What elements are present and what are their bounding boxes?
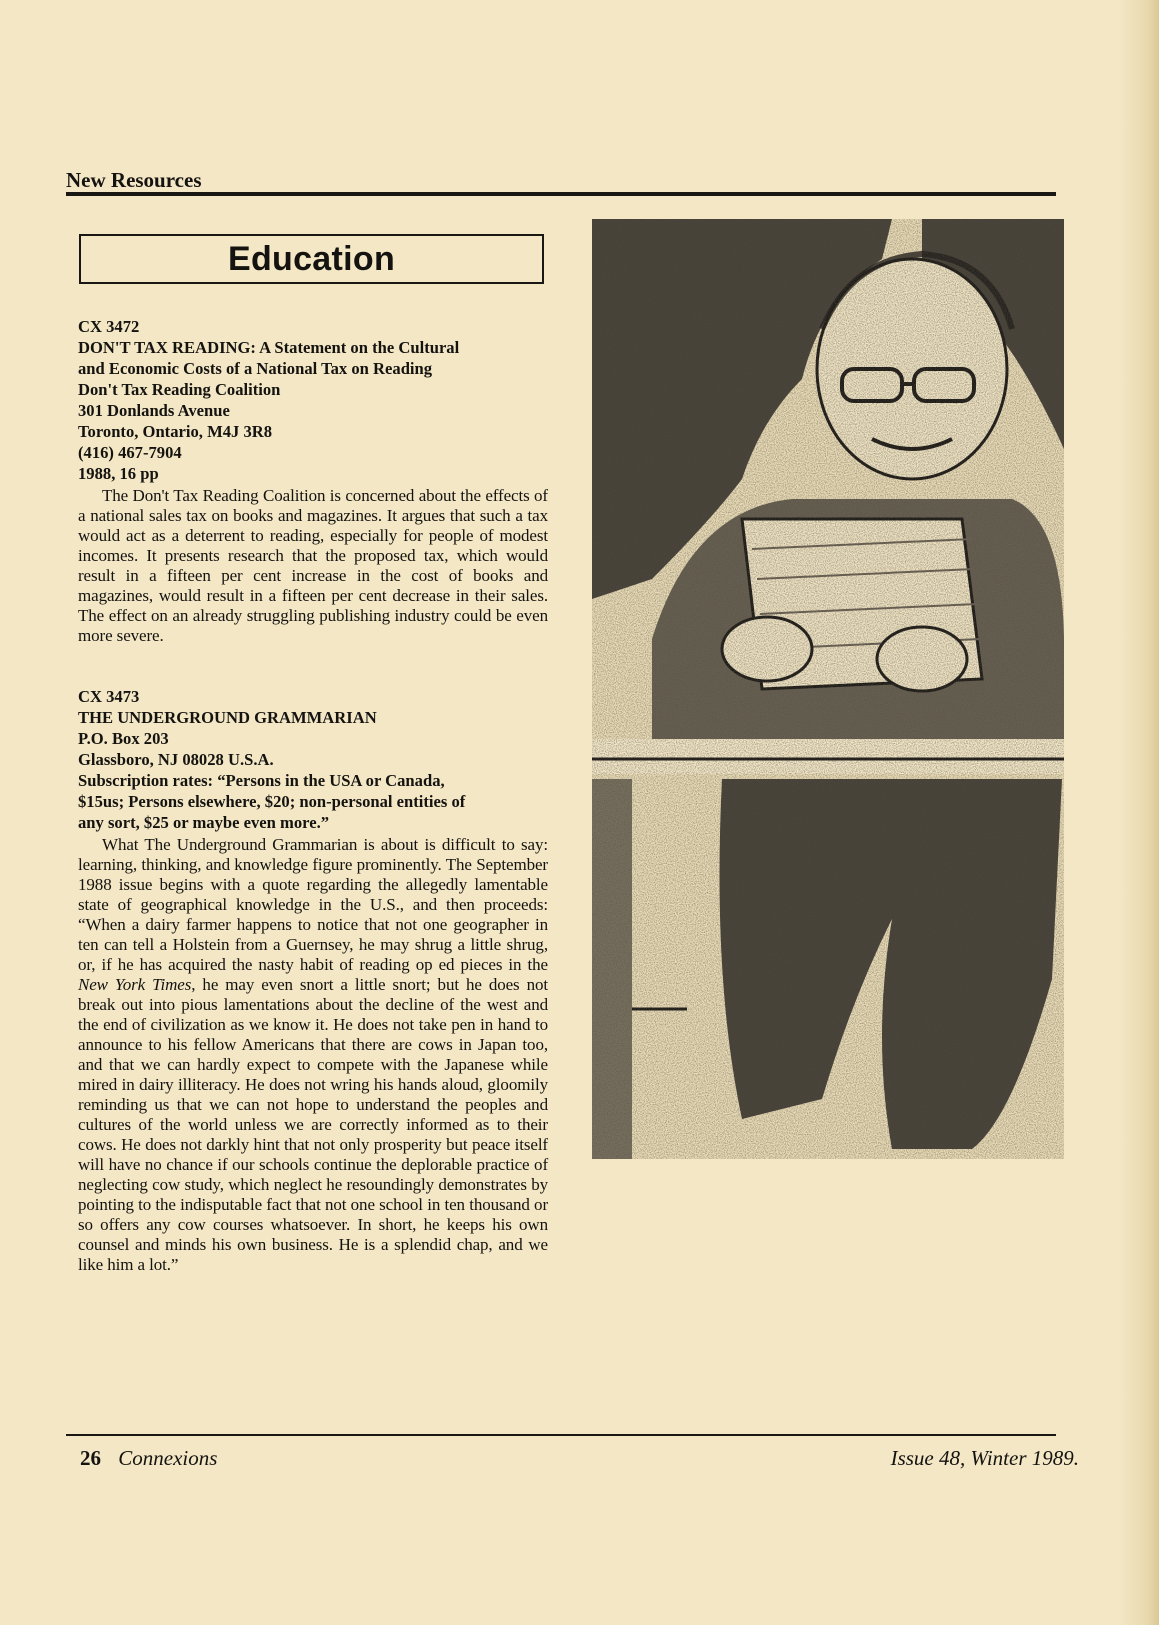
page-number: 26 (80, 1446, 101, 1470)
phone-number: (416) 467-7904 (78, 443, 182, 462)
top-rule (66, 192, 1056, 196)
address-line: P.O. Box 203 (78, 729, 169, 748)
page-edge (1119, 0, 1159, 1625)
resource-entry (78, 316, 548, 646)
subscription-rates: Subscription rates: “Persons in the USA or Canada, (78, 771, 445, 790)
entry-title-line: DON'T TAX READING: A Statement on the Cultural (78, 338, 460, 357)
resource-entry (78, 686, 548, 1275)
publication-name: Connexions (118, 1446, 218, 1470)
entry-header (78, 316, 548, 484)
entry-header (78, 686, 548, 833)
bottom-rule (66, 1434, 1056, 1436)
address-line: 301 Donlands Avenue (78, 401, 230, 420)
entry-title-line: THE UNDERGROUND GRAMMARIAN (78, 708, 377, 727)
description-text: , he may even snort a little snort; but he does not break out into pious lamentations about the decline of the west and the end of civilization as we know it. He does not take pen in hand to announce to his fellow Americans that there are cows in Japan too, and that we can hardly expect to compete with the Japanese while mired in dairy illiteracy. He does not wring his hands aloud, gloomily reminding us that we can not hope to understand the peoples and cultures of the world unless we are correctly informed as to their cows. He does not darkly hint that not only prosperity but peace itself will have no chance if our schools continue the deplorable practice of neglecting cow study, which neglect he resoundingly demonstrates by pointing to the indisputable fact that not one school in ten thousand or so offers any cow courses whatsoever. In short, he keeps his own counsel and minds his own business. He is a splendid chap, and we like him a lot.” (78, 975, 549, 1274)
section-label: New Resources (66, 168, 202, 192)
address-line: Toronto, Ontario, M4J 3R8 (78, 422, 273, 441)
publication-info: 1988, 16 pp (78, 464, 159, 483)
subscription-rates: any sort, $25 or maybe even more.” (78, 813, 330, 832)
entry-description: The Don't Tax Reading Coalition is concerned about the effects of a national sales tax on books and magazines. It argues that such a tax would act as a deterrent to reading, especially for people of modest incomes. It presents research that the proposed tax, which would result in a fifteen per cent increase in the cost of books and magazines, would result in a fifteen per cent decrease in their sales. The effect on an already struggling publishing industry could be even more severe. (78, 486, 548, 645)
subscription-rates: $15us; Persons elsewhere, $20; non-personal entities of (78, 792, 466, 811)
entry-description (78, 835, 548, 1275)
photocopied-illustration (592, 219, 1064, 1159)
catalog-number: CX 3472 (78, 317, 140, 336)
description-text: What The Underground Grammarian is about is difficult to say: learning, thinking, and knowledge figure prominently. The September 1988 issue begins with a quote regarding the allegedly lamentable state of geographical knowledge in the U.S., and then proceeds: “When a dairy farmer happens to notice that not one geographer in ten can tell a Holstein from a Guernsey, he may shrug a little shrug, or, if he has acquired the nasty habit of reading op ed pieces in the (78, 835, 548, 974)
italic-title: New York Times (78, 975, 192, 994)
address-line: Glassboro, NJ 08028 U.S.A. (78, 750, 274, 769)
category-title: Education (227, 239, 396, 278)
entry-title-line: and Economic Costs of a National Tax on Reading (78, 359, 433, 378)
issue-info: Issue 48, Winter 1989. (890, 1446, 1079, 1470)
page-folio (80, 1446, 217, 1471)
publisher-name: Don't Tax Reading Coalition (78, 380, 281, 399)
catalog-number: CX 3473 (78, 687, 140, 706)
category-heading-box (79, 234, 544, 284)
